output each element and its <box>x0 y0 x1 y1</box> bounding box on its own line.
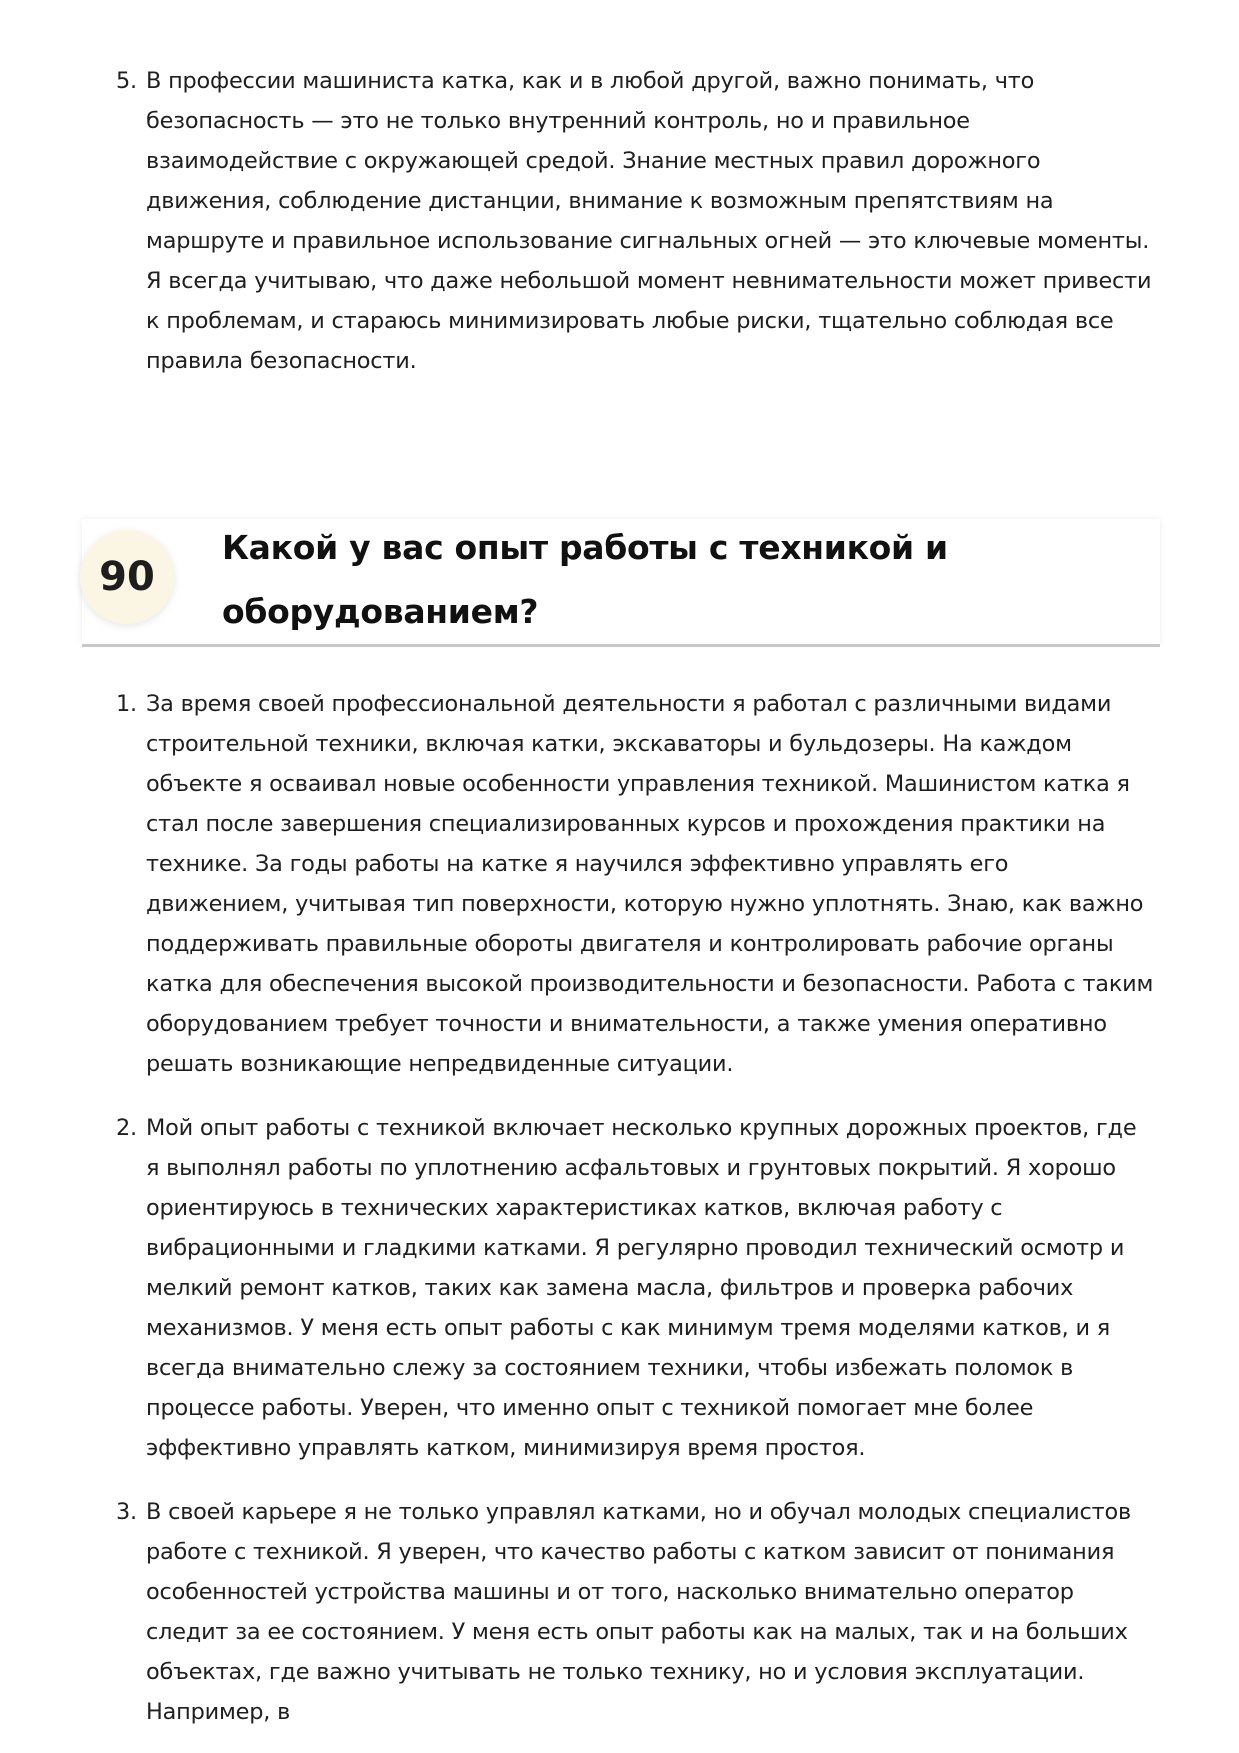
answer-item-3 <box>116 1492 1161 1732</box>
answer-text: В своей карьере я не только управлял катками, но и обучал молодых специалистов работе с техникой. Я уверен, что качество работы с катком зависит от понимания особенностей устройства машины и от того, насколько внимательно оператор следит за ее состоянием. У меня есть опыт работы как на малых, так и на больших объектах, где важно учитывать не только технику, но и условия эксплуатации. Например, в <box>146 1499 1131 1725</box>
list-number: 1. <box>116 691 137 717</box>
previous-answer-item <box>116 61 1161 381</box>
list-number: 3. <box>116 1499 137 1525</box>
list-number: 2. <box>116 1115 137 1141</box>
question-title: Какой у вас опыт работы с техникой и оборудованием? <box>222 528 948 631</box>
answer-item-1 <box>116 684 1161 1084</box>
answer-item-2 <box>116 1108 1161 1468</box>
answer-text: В профессии машиниста катка, как и в любой другой, важно понимать, что безопасность — это не только внутренний контроль, но и правильное взаимодействие с окружающей средой. Знание местных правил дорожного движения, соблюдение дистанции, внимание к возможным препятствиям на маршруте и правильное использование сигнальных огней — это ключевые моменты. Я всегда учитываю, что даже небольшой момент невнимательности может привести к проблемам, и стараюсь минимизировать любые риски, тщательно соблюдая все правила безопасности. <box>146 68 1152 374</box>
answer-text: Мой опыт работы с техникой включает несколько крупных дорожных проектов, где я выполнял работы по уплотнению асфальтовых и грунтовых покрытий. Я хорошо ориентируюсь в технических характеристиках катков, включая работу с вибрационными и гладкими катками. Я регулярно проводил технический осмотр и мелкий ремонт катков, таких как замена масла, фильтров и проверка рабочих механизмов. У меня есть опыт работы с как минимум тремя моделями катков, и я всегда внимательно слежу за состоянием техники, чтобы избежать поломок в процессе работы. Уверен, что именно опыт с техникой помогает мне более эффективно управлять катком, минимизируя время простоя. <box>146 1115 1137 1461</box>
question-divider <box>82 644 1160 647</box>
question-number-badge: 90 <box>80 530 174 624</box>
answer-text: За время своей профессиональной деятельности я работал с различными видами строительной техники, включая катки, экскаваторы и бульдозеры. На каждом объекте я осваивал новые особенности управления техникой. Машинистом катка я стал после завершения специализированных курсов и прохождения практики на технике. За годы работы на катке я научился эффективно управлять его движением, учитывая тип поверхности, которую нужно уплотнять. Знаю, как важно поддерживать правильные обороты двигателя и контролировать рабочие органы катка для обеспечения высокой производительности и безопасности. Работа с таким оборудованием требует точности и внимательности, а также умения оперативно решать возникающие непредвиденные ситуации. <box>146 691 1154 1077</box>
list-number: 5. <box>116 68 137 94</box>
